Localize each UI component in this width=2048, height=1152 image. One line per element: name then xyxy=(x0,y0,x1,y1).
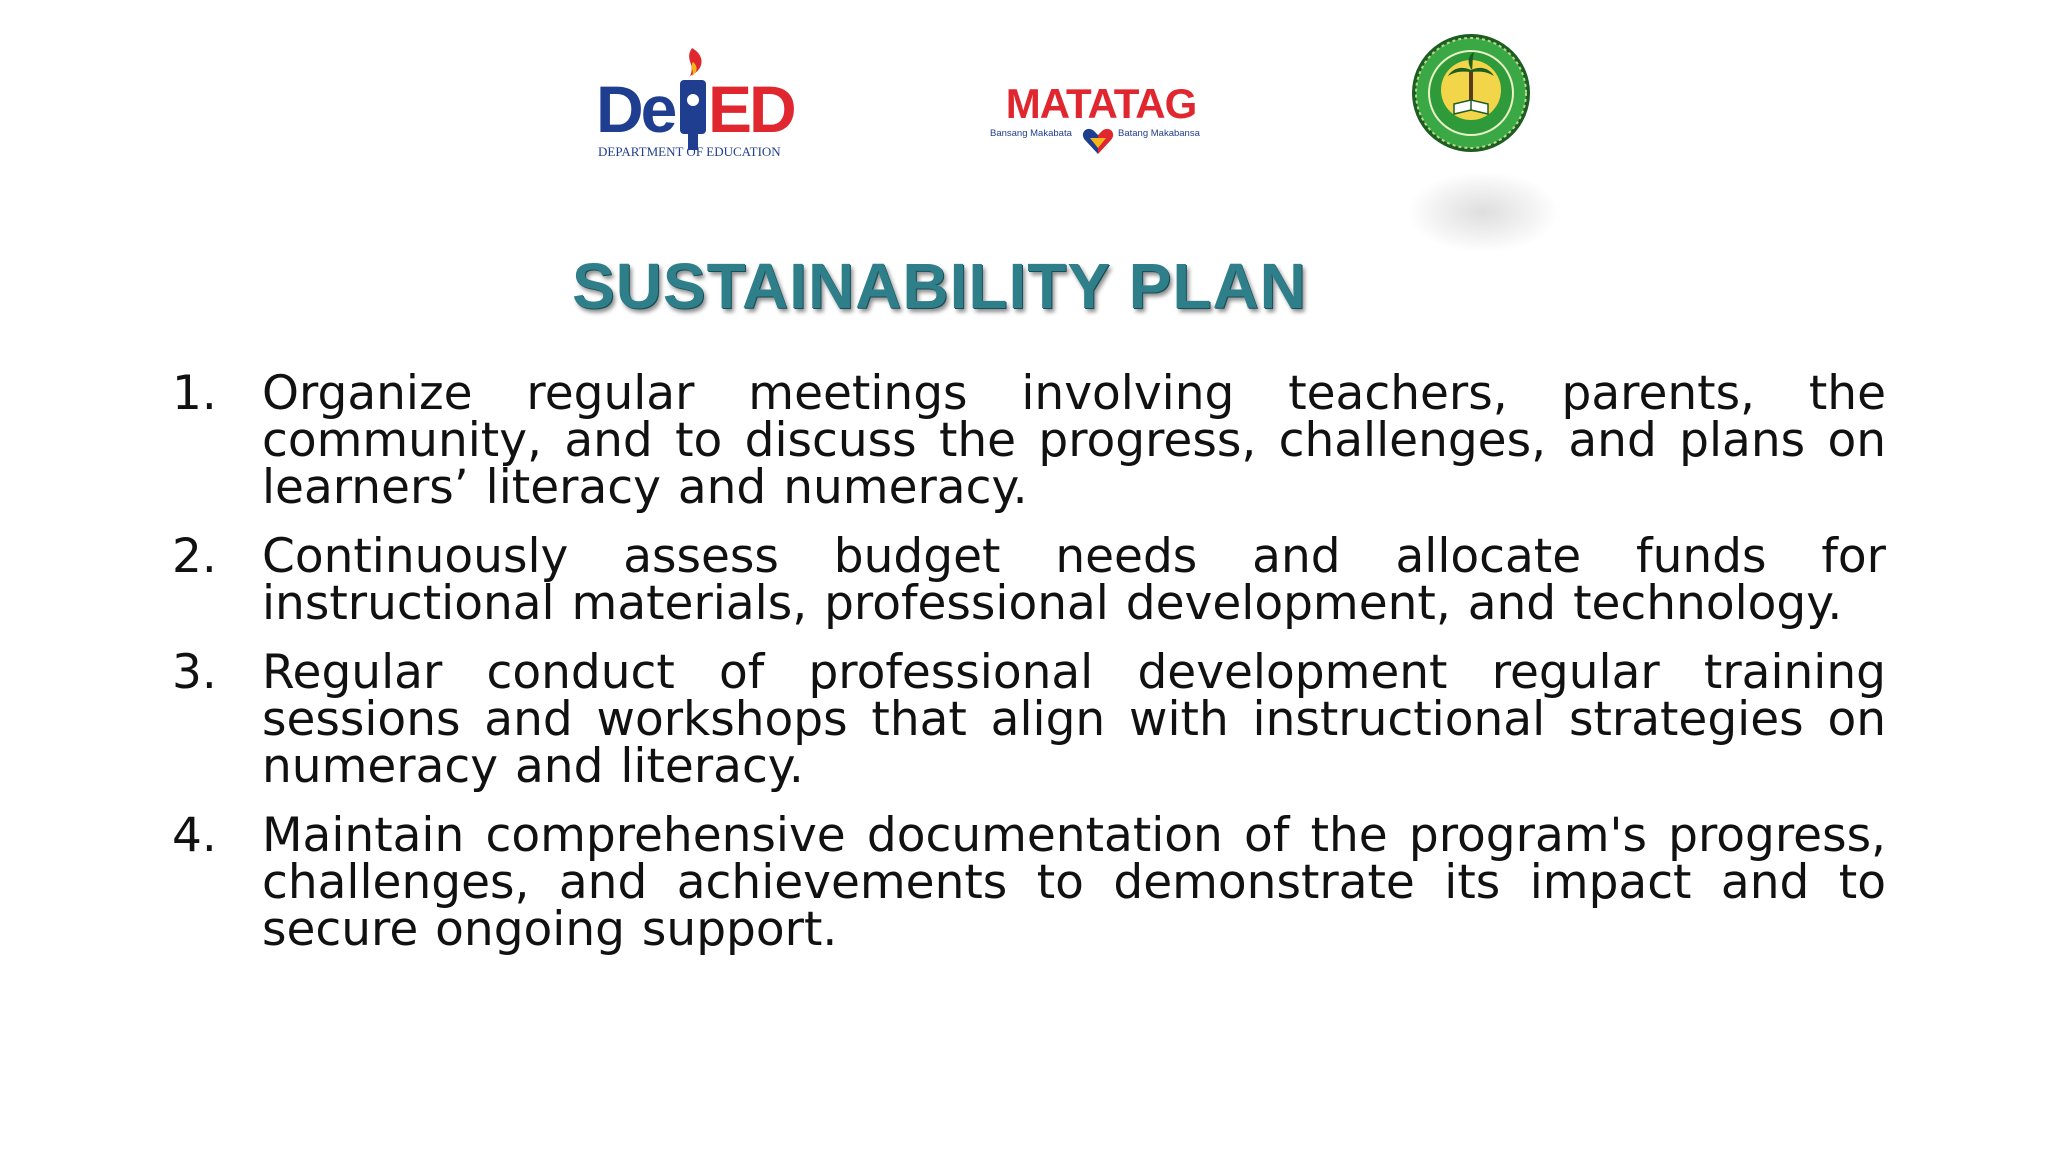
matatag-wordmark: MATATAG xyxy=(1005,80,1197,127)
list-item-number: 2. xyxy=(172,529,217,584)
list-item xyxy=(170,645,1886,794)
sustainability-plan-list xyxy=(170,366,1886,975)
list-item xyxy=(170,808,1886,957)
svg-text:ED: ED xyxy=(708,72,794,146)
list-item-text: Organize regular meetings involving teachers, parents, the community, and to discuss the progress, challenges, and plans on learners’ literacy and numeracy. xyxy=(262,366,1886,515)
deped-caption: DEPARTMENT OF EDUCATION xyxy=(598,144,781,159)
svg-text:De: De xyxy=(596,72,675,146)
list-item xyxy=(170,366,1886,515)
matatag-left-tagline: Bansang Makabata xyxy=(990,128,1072,139)
matatag-logo xyxy=(986,80,1216,160)
list-item-text: Maintain comprehensive documentation of the program's progress, challenges, and achievements to demonstrate its impact and to secure ongoing support. xyxy=(262,808,1886,957)
list-item-number: 3. xyxy=(172,645,217,700)
list-item-number: 1. xyxy=(172,366,217,421)
list-item xyxy=(170,529,1886,631)
slide-title: SUSTAINABILITY PLAN xyxy=(572,250,1307,322)
school-seal-icon xyxy=(1410,32,1532,154)
list-item-text: Continuously assess budget needs and allocate funds for instructional materials, professional development, and technology. xyxy=(262,529,1886,631)
matatag-right-tagline: Batang Makabansa xyxy=(1118,128,1200,139)
seal-shadow xyxy=(1408,172,1558,252)
deped-logo xyxy=(592,42,828,160)
list-item-number: 4. xyxy=(172,808,217,863)
list-item-text: Regular conduct of professional development regular training sessions and workshops that align with instructional strategies on numeracy and literacy. xyxy=(262,645,1886,794)
